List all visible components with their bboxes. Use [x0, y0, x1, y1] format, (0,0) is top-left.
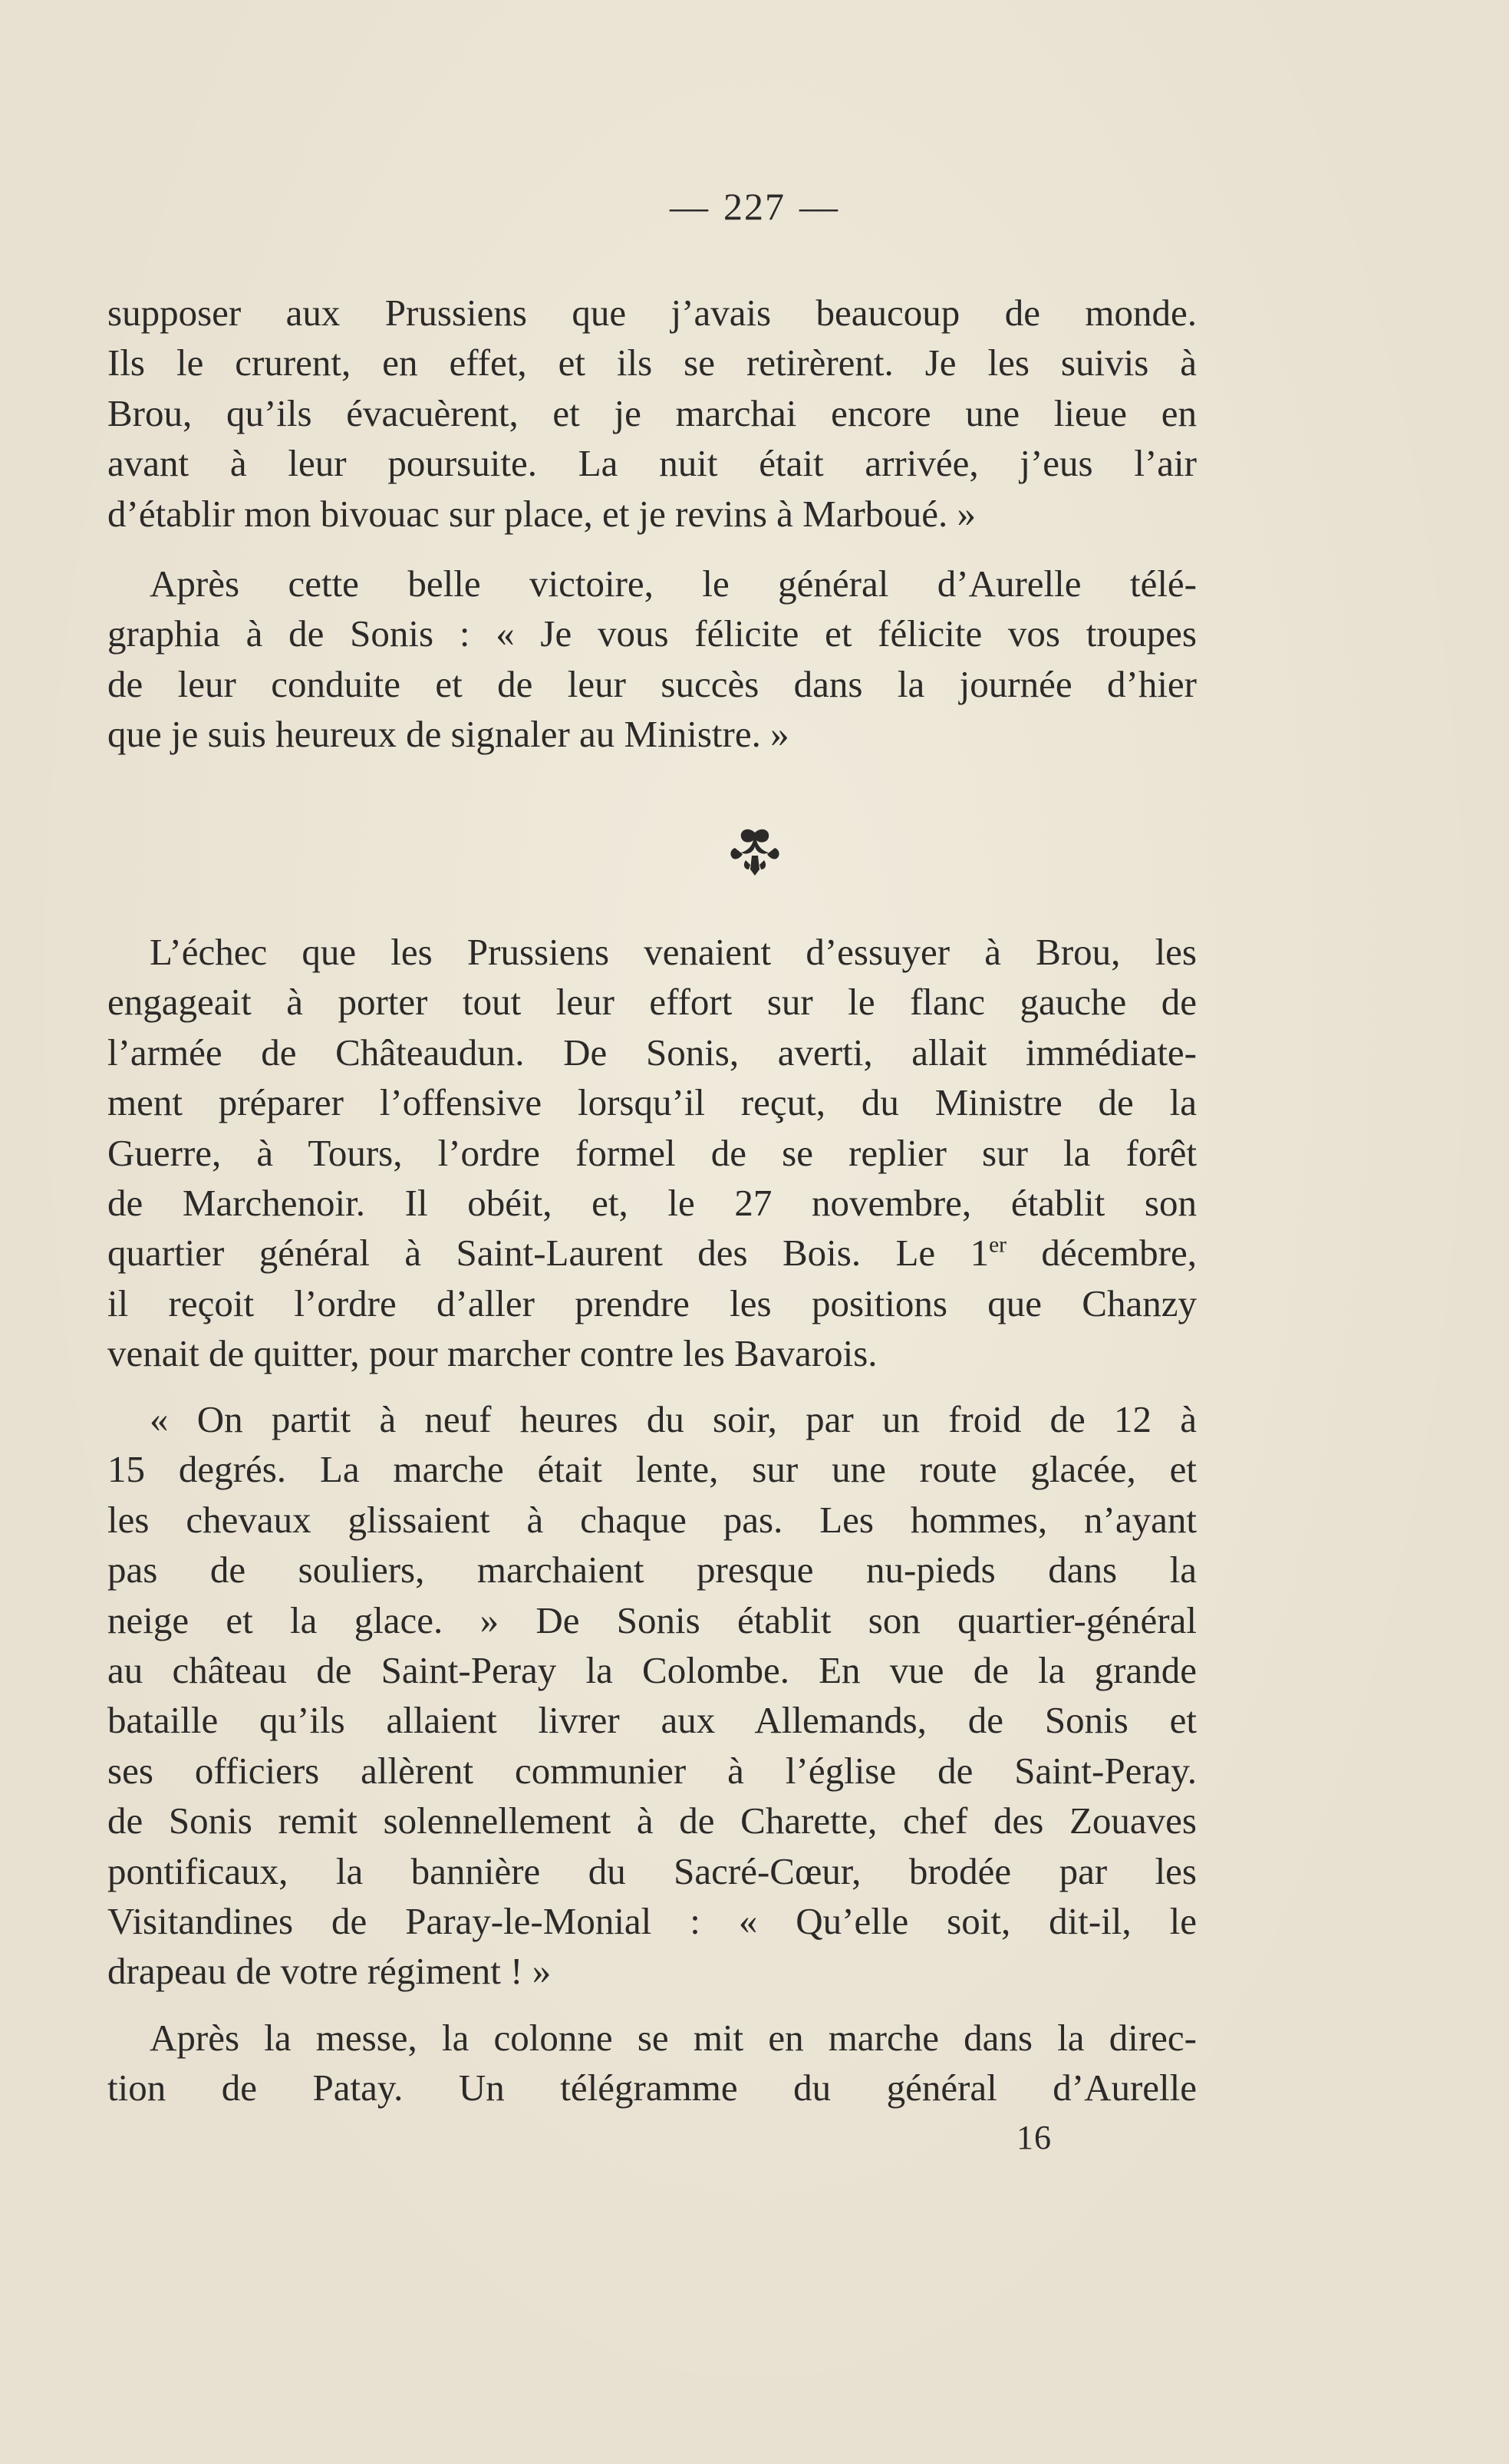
text-line-end: décembre,	[1006, 1232, 1197, 1275]
text-line: Après la messe, la colonne se mit en marche dans la direc-	[150, 2017, 1197, 2059]
text-line: pontificaux, la bannière du Sacré-Cœur, brodée par les	[107, 1849, 1197, 1892]
paragraph-4	[107, 1394, 1197, 1997]
text-line: neige et la glace. » De Sonis établit son quartier-général	[107, 1598, 1197, 1641]
header-dash-right: —	[799, 185, 839, 228]
text-line: graphia à de Sonis : « Je vous félicite et félicite vos troupes	[107, 612, 1197, 655]
text-line: ment préparer l’offensive lorsqu’il reçut, du Ministre de la	[107, 1081, 1197, 1124]
text-line: tion de Patay. Un télégramme du général d’Aurelle	[107, 2067, 1197, 2109]
text-line: Brou, qu’ils évacuèrent, et je marchai encore une lieue en	[107, 391, 1197, 434]
text-line: avant à leur poursuite. La nuit était arrivée, j’eus l’air	[107, 442, 1197, 485]
text-line: L’échec que les Prussiens venaient d’essuyer à Brou, les	[150, 931, 1197, 973]
text-line-start: quartier général à Saint-Laurent des Bois. Le 1	[107, 1232, 990, 1275]
text-line	[107, 1228, 1197, 1278]
text-line: d’établir mon bivouac sur place, et je revins à Marboué. »	[107, 492, 977, 535]
header-dash-left: —	[670, 185, 710, 228]
text-line: de Sonis remit solennellement à de Charette, chef des Zouaves	[107, 1799, 1197, 1842]
text-line: venait de quitter, pour marcher contre les Bavarois.	[107, 1332, 878, 1375]
text-line: au château de Saint-Peray la Colombe. En vue de la grande	[107, 1648, 1197, 1691]
paragraph-2	[107, 559, 1197, 760]
text-line: supposer aux Prussiens que j’avais beaucoup de monde.	[107, 292, 1197, 334]
paragraph-5	[107, 2013, 1197, 2113]
text-line: l’armée de Châteaudun. De Sonis, averti, allait immédiate-	[107, 1031, 1197, 1074]
text-line: Guerre, à Tours, l’ordre formel de se replier sur la forêt	[107, 1131, 1197, 1174]
text-line: engageait à porter tout leur effort sur le flanc gauche de	[107, 981, 1197, 1024]
page-header	[0, 184, 1509, 229]
signature-mark: 16	[1016, 2119, 1052, 2156]
text-line: Visitandines de Paray-le-Monial : « Qu’elle soit, dit-il, le	[107, 1899, 1197, 1942]
text-line: Après cette belle victoire, le général d’Aurelle télé-	[150, 562, 1197, 605]
text-line: il reçoit l’ordre d’aller prendre les positions que Chanzy	[107, 1281, 1197, 1324]
fleuron-ornament-icon	[0, 825, 1509, 882]
text-line: drapeau de votre régiment ! »	[107, 1950, 552, 1993]
text-line: que je suis heureux de signaler au Ministre. »	[107, 713, 789, 756]
text-line: ses officiers allèrent communier à l’église de Saint-Peray.	[107, 1749, 1197, 1792]
page-number: 227	[723, 185, 786, 228]
text-line: 15 degrés. La marche était lente, sur une route glacée, et	[107, 1448, 1197, 1491]
paragraph-3	[107, 927, 1197, 1379]
text-line: les chevaux glissaient à chaque pas. Les hommes, n’ayant	[107, 1498, 1197, 1541]
text-line: de Marchenoir. Il obéit, et, le 27 novembre, établit son	[107, 1181, 1197, 1224]
text-line: bataille qu’ils allaient livrer aux Allemands, de Sonis et	[107, 1699, 1197, 1742]
text-line: « On partit à neuf heures du soir, par un froid de 12 à	[150, 1398, 1197, 1440]
superscript: er	[989, 1233, 1007, 1258]
text-line: pas de souliers, marchaient presque nu-pieds dans la	[107, 1549, 1197, 1592]
text-line: Ils le crurent, en effet, et ils se retirèrent. Je les suivis à	[107, 341, 1197, 384]
text-line: de leur conduite et de leur succès dans la journée d’hier	[107, 662, 1197, 705]
paragraph-1	[107, 288, 1197, 539]
